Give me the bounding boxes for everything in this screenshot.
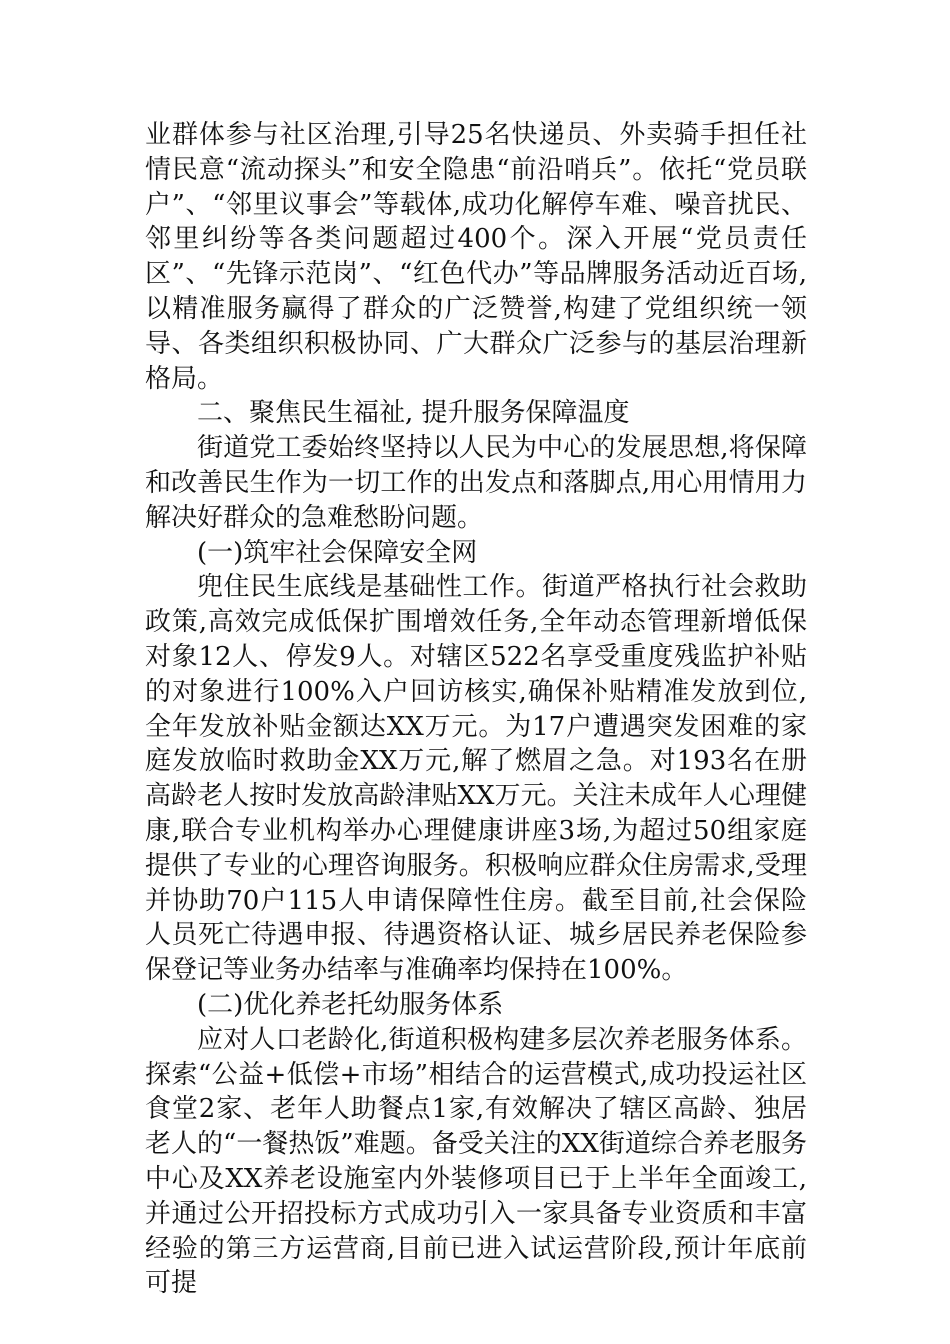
- paragraph-elderly-care: 应对人口老龄化,街道积极构建多层次养老服务体系。探索“公益+低偿+市场”相结合的运营模式,成功投运社区食堂2家、老年人助餐点1家,有效解决了辖区高龄、独居老人的“一餐热饭”难题。备受关注的XX街道综合养老服务中心及XX养老设施室内外装修项目已于上半年全面竣工,并通过公开招投标方式成功引入一家具备专业资质和丰富经验的第三方运营商,目前已进入试运营阶段,预计年底前可提: [145, 1024, 807, 1299]
- document-body: [145, 118, 807, 1301]
- paragraph-governance-continued: 业群体参与社区治理,引导25名快递员、外卖骑手担任社情民意“流动探头”和安全隐患“前沿哨兵”。依托“党员联户”、“邻里议事会”等载体,成功化解停车难、噪音扰民、邻里纠纷等各类问题超过400个。深入开展“党员责任区”、“先锋示范岗”、“红色代办”等品牌服务活动近百场,以精准服务赢得了群众的广泛赞誉,构建了党组织统一领导、各类组织积极协同、广大群众广泛参与的基层治理新格局。: [145, 120, 807, 394]
- paragraph-livelihood-intro: 街道党工委始终坚持以人民为中心的发展思想,将保障和改善民生作为一切工作的出发点和落脚点,用心用情用力解决好群众的急难愁盼问题。: [145, 433, 807, 533]
- paragraph-social-security: 兜住民生底线是基础性工作。街道严格执行社会救助政策,高效完成低保扩围增效任务,全年动态管理新增低保对象12人、停发9人。对辖区522名享受重度残监护补贴的对象进行100%入户回访核实,确保补贴精准发放到位,全年发放补贴金额达XX万元。为17户遭遇突发困难的家庭发放临时救助金XX万元,解了燃眉之急。对193名在册高龄老人按时发放高龄津贴XX万元。关注未成年人心理健康,联合专业机构举办心理健康讲座3场,为超过50组家庭提供了专业的心理咨询服务。积极响应群众住房需求,受理并协助70户115人申请保障性住房。截至目前,社会保险人员死亡待遇申报、待遇资格认证、城乡居民养老保险参保登记等业务办结率与准确率均保持在100%。: [145, 572, 807, 986]
- subsection-heading-elderly-care: (二)优化养老托幼服务体系: [197, 989, 504, 1020]
- section-heading-livelihood: 二、聚焦民生福祉, 提升服务保障温度: [197, 398, 630, 429]
- subsection-heading-social-security: (一)筑牢社会保障安全网: [197, 537, 478, 568]
